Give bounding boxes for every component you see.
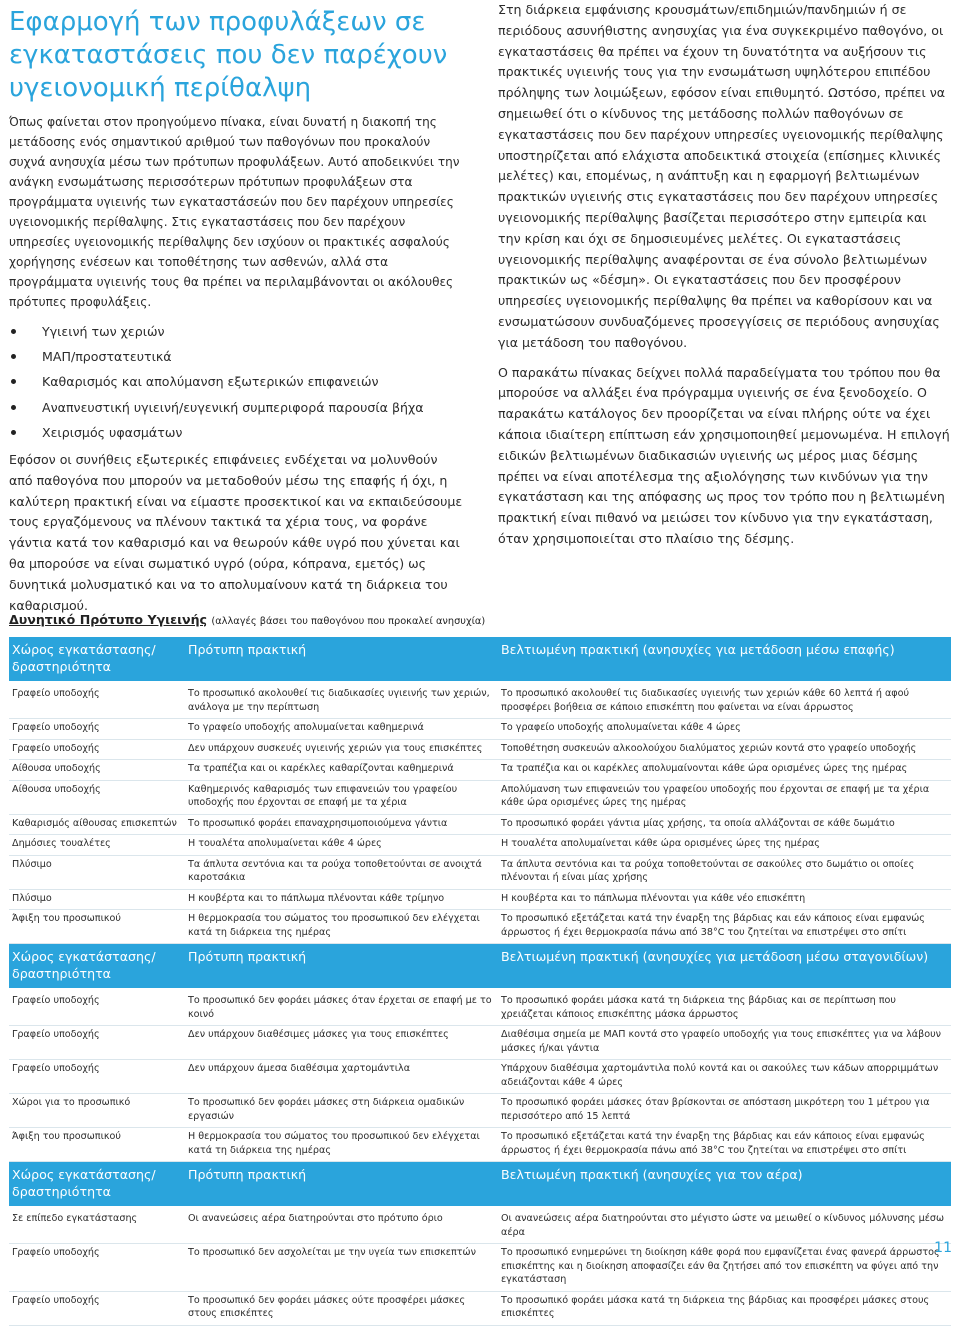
bullet-icon: [11, 430, 16, 435]
bullet-icon: [11, 354, 16, 359]
table-cell: Πλύσιμο: [9, 889, 185, 910]
table-cell: Το προσωπικό φοράει επαναχρησιμοποιούμενα γάντια: [185, 814, 498, 835]
table-cell: Το γραφείο υποδοχής απολυμαίνεται κάθε 4 ώρες: [498, 719, 951, 740]
table-cell: Πλύσιμο: [9, 855, 185, 889]
table-title-text: Δυνητικό Πρότυπο Υγιεινής: [9, 612, 208, 627]
table-cell: Τα τραπέζια και οι καρέκλες απολυμαίνονται κάθε ώρα ορισμένες ώρες της ημέρας: [498, 760, 951, 781]
table-cell: Απολύμανση των επιφανειών του γραφείου υποδοχής που έρχονται σε επαφή με τα χέρια κάθε ώρα ορισμένες ώρες της ημέρας: [498, 780, 951, 814]
table-cell: Υπάρχουν διαθέσιμα χαρτομάντιλα πολύ κοντά και οι σακούλες των κάδων απορριμμάτων αδειάζονται κάθε 4 ώρες: [498, 1060, 951, 1094]
table-header-row: [9, 944, 951, 991]
list-item: Αναπνευστική υγιεινή/ευγενική συμπεριφορά παρουσία βήχα: [9, 395, 465, 420]
table-cell: Η θερμοκρασία του σώματος του προσωπικού δεν ελέγχεται κατά τη διάρκεια της ημέρας: [185, 1128, 498, 1162]
table-cell: Τα άπλυτα σεντόνια και τα ρούχα τοποθετούνται σε ανοιχτά καροτσάκια: [185, 855, 498, 889]
table-row: [9, 855, 951, 889]
hygiene-standard-table: [9, 637, 951, 1326]
table-row: [9, 889, 951, 910]
column-header: Χώρος εγκατάστασης/ δραστηριότητα: [9, 637, 185, 683]
right-column: [498, 0, 950, 550]
table-cell: Το προσωπικό φοράει μάσκα κατά τη διάρκεια της βάρδιας και σε περίπτωση που χρειάζεται κάποιος επισκέπτης μάσκα άρρωστος: [498, 990, 951, 1026]
table-cell: Αίθουσα υποδοχής: [9, 780, 185, 814]
list-item: Υγιεινή των χεριών: [9, 319, 465, 344]
list-item: Καθαρισμός και απολύμανση εξωτερικών επιφανειών: [9, 369, 465, 394]
table-row: [9, 1244, 951, 1292]
table-cell: Το προσωπικό δεν φοράει μάσκες ούτε προσφέρει μάσκες στους επισκέπτες: [185, 1291, 498, 1325]
column-header: Χώρος εγκατάστασης/ δραστηριότητα: [9, 1162, 185, 1209]
table-title-note: (αλλαγές βάσει του παθογόνου που προκαλεί ανησυχία): [211, 616, 486, 627]
table-cell: Γραφείο υποδοχής: [9, 1291, 185, 1325]
table-cell: Τοποθέτηση συσκευών αλκοολούχου διαλύματος χεριών κοντά στο γραφείο υποδοχής: [498, 739, 951, 760]
table-cell: Οι ανανεώσεις αέρα διατηρούνται στο μέγιστο ώστε να μειωθεί ο κίνδυνος μόλυνσης μέσω αέρα: [498, 1208, 951, 1244]
table-cell: Γραφείο υποδοχής: [9, 990, 185, 1026]
table-cell: Τα τραπέζια και οι καρέκλες καθαρίζονται καθημερινά: [185, 760, 498, 781]
table-cell: Το προσωπικό δεν φοράει μάσκες όταν έρχεται σε επαφή με το κοινό: [185, 990, 498, 1026]
table-cell: Γραφείο υποδοχής: [9, 1060, 185, 1094]
table-cell: Η κουβέρτα και το πάπλωμα πλένονται κάθε τρίμηνο: [185, 889, 498, 910]
column-header: Βελτιωμένη πρακτική (ανησυχίες για μετάδοση μέσω σταγονιδίων): [498, 944, 951, 991]
table-cell: Αίθουσα υποδοχής: [9, 760, 185, 781]
table-cell: Το προσωπικό ακολουθεί τις διαδικασίες υγιεινής των χεριών, ανάλογα με την περίπτωση: [185, 683, 498, 719]
table-cell: Το προσωπικό ενημερώνει τη διοίκηση κάθε φορά που εμφανίζεται ένας φανερά άρρωστος επισκέπτης και η διοίκηση αποφασίζει εάν θα ζητήσει από τον επισκέπτη να φύγει από την εγκατάσταση: [498, 1244, 951, 1292]
table-cell: Το προσωπικό δεν φοράει μάσκες στη διάρκεια ομαδικών εργασιών: [185, 1094, 498, 1128]
table-cell: Η τουαλέτα απολυμαίνεται κάθε 4 ώρες: [185, 835, 498, 856]
table-row: [9, 719, 951, 740]
list-item: Χειρισμός υφασμάτων: [9, 420, 465, 445]
table-cell: Διαθέσιμα σημεία με ΜΑΠ κοντά στο γραφείο υποδοχής για τους επισκέπτες για να λάβουν μάσκες ή/και γάντια: [498, 1026, 951, 1060]
intro-paragraph: Όπως φαίνεται στον προηγούμενο πίνακα, είναι δυνατή η διακοπή της μετάδοσης ενός σημαντικού αριθμού των παθογόνων που προκαλούν συχνά ανησυχία μέσω των πρότυπων προφυλάξεων. Αυτό αποδεικνύει την ανάγκη ενσωμάτωσης περισσότερων πρότυπων προφυλάξεων στα προγράμματα υγιεινής των εγκαταστάσεών που δεν παρέχουν υπηρεσίες υγειονομικής περίθαλψης. Στις εγκαταστάσεις που δεν παρέχουν υπηρεσίες υγειονομικής περίθαλψης δεν ισχύουν οι πρακτικές ασφαλούς χορήγησης ενέσεων και τοποθέτησης των ασθενών, αλλά στα προγράμματα υγιεινής τους θα πρέπει να περιλαμβάνονται οι ακόλουθες πρότυπες προφυλάξεις.: [9, 115, 460, 309]
right-paragraph-1: Στη διάρκεια εμφάνισης κρουσμάτων/επιδημιών/πανδημιών ή σε περιόδους ασυνήθιστης ανησυχίας για ένα συγκεκριμένο παθογόνο, οι εγκαταστάσεις θα πρέπει να έχουν τη δυνατότητα να αυξήσουν τις πρακτικές υγιεινής τους για την ενσωμάτωση υψηλότερου επιπέδου πρόληψης των λοιμώξεων, εφόσον είναι επιθυμητό. Ωστόσο, πρέπει να σημειωθεί ότι ο κίνδυνος της μετάδοσης πολλών παθογόνων σε εγκαταστάσεις που δεν παρέχουν υπηρεσίες υγειονομικής περίθαλψης υποστηρίζεται από ελάχιστα αποδεικτικά στοιχεία (επίσημες κλινικές μελέτες) και, επομένως, η ανάπτυξη και η εφαρμογή βελτιωμένων πρακτικών υγιεινής στις εγκαταστάσεις που δεν παρέχουν υπηρεσίες υγειονομικής περίθαλψης βασίζεται περισσότερο στην εμπειρία και την κρίση και όχι σε δημοσιευμένες μελέτες. Οι εγκαταστάσεις υγειονομικής περίθαλψης αναφέρονται σε ένα σύνολο βελτιωμένων πρακτικών ως «δέσμη». Οι εγκαταστάσεις που δεν προσφέρουν υπηρεσίες υγειονομικής περίθαλψης θα πρέπει να καθορίσουν και να ενσωματώσουν συνδυαζόμενες προσεγγίσεις σε περιόδους ανησυχίας για μετάδοση του παθογόνου.: [498, 2, 946, 350]
table-row: [9, 910, 951, 944]
table-cell: Το προσωπικό εξετάζεται κατά την έναρξη της βάρδιας και εάν κάποιος είναι εμφανώς άρρωστος ή έχει θερμοκρασία πάνω από 38°C του ζητείται να επιστρέψει στο σπίτι: [498, 910, 951, 944]
column-header: Πρότυπη πρακτική: [185, 1162, 498, 1209]
table-cell: Γραφείο υποδοχής: [9, 1244, 185, 1292]
table-row: [9, 780, 951, 814]
table-cell: Η θερμοκρασία του σώματος του προσωπικού δεν ελέγχεται κατά τη διάρκεια της ημέρας: [185, 910, 498, 944]
table-cell: Σε επίπεδο εγκατάστασης: [9, 1208, 185, 1244]
table-cell: Το προσωπικό εξετάζεται κατά την έναρξη της βάρδιας και εάν κάποιος είναι εμφανώς άρρωστος ή έχει θερμοκρασία πάνω από 38°C του ζητείται να επιστρέψει στο σπίτι: [498, 1128, 951, 1162]
bullet-icon: [11, 329, 16, 334]
table-cell: Γραφείο υποδοχής: [9, 719, 185, 740]
left-column: [9, 6, 465, 616]
page-number: 11: [934, 1240, 952, 1256]
table-cell: Δεν υπάρχουν συσκευές υγιεινής χεριών για τους επισκέπτες: [185, 739, 498, 760]
precautions-list: [9, 319, 465, 445]
table-cell: Άφιξη του προσωπικού: [9, 1128, 185, 1162]
table-cell: Το προσωπικό φοράει μάσκα κατά τη διάρκεια της βάρδιας και προσφέρει μάσκες στους επισκέπτες: [498, 1291, 951, 1325]
table-cell: Δημόσιες τουαλέτες: [9, 835, 185, 856]
column-header: Χώρος εγκατάστασης/ δραστηριότητα: [9, 944, 185, 991]
table-cell: Χώροι για το προσωπικό: [9, 1094, 185, 1128]
list-item: ΜΑΠ/προστατευτικά: [9, 344, 465, 369]
table-row: [9, 1291, 951, 1325]
table-cell: Τα άπλυτα σεντόνια και τα ρούχα τοποθετούνται σε σακούλες στο δωμάτιο οι οποίες πλένονται ή είναι μίας χρήσης: [498, 855, 951, 889]
table-title: [9, 612, 949, 627]
table-cell: Το γραφείο υποδοχής απολυμαίνεται καθημερινά: [185, 719, 498, 740]
table-cell: Το προσωπικό φοράει γάντια μίας χρήσης, τα οποία αλλάζονται σε κάθε δωμάτιο: [498, 814, 951, 835]
table-cell: Το προσωπικό δεν ασχολείται με την υγεία των επισκεπτών: [185, 1244, 498, 1292]
table-cell: Η κουβέρτα και το πάπλωμα πλένονται για κάθε νέο επισκέπτη: [498, 889, 951, 910]
table-cell: Γραφείο υποδοχής: [9, 739, 185, 760]
table-cell: Καθαρισμός αίθουσας επισκεπτών: [9, 814, 185, 835]
table-cell: Γραφείο υποδοχής: [9, 1026, 185, 1060]
table-row: [9, 1128, 951, 1162]
table-header-row: [9, 1162, 951, 1209]
closing-paragraph: Εφόσον οι συνήθεις εξωτερικές επιφάνειες ενδέχεται να μολυνθούν από παθογόνα που μπορούν να μεταδοθούν μέσω της επαφής ή όχι, η καλύτερη πρακτική είναι να είμαστε προσεκτικοί και να εκπαιδεύσουμε τους εργαζόμενους να πλένουν τακτικά τα χέρια τους, να φοράνε γάντια κατά τον καθαρισμό και να θεωρούν κάθε υγρό που χύνεται και θα μπορούσε να είναι σωματικό υγρό (ούρα, κόπρανα, εμετός) ως δυνητικά μολυσματικό και να το απολυμαίνουν κατά τη διάρκεια του καθαρισμού.: [9, 452, 463, 613]
table-row: [9, 739, 951, 760]
bullet-icon: [11, 405, 16, 410]
table-row: [9, 760, 951, 781]
table-cell: Γραφείο υποδοχής: [9, 683, 185, 719]
table-row: [9, 835, 951, 856]
table-cell: Άφιξη του προσωπικού: [9, 910, 185, 944]
column-header: Πρότυπη πρακτική: [185, 944, 498, 991]
table-row: [9, 1026, 951, 1060]
table-cell: Δεν υπάρχουν διαθέσιμες μάσκες για τους επισκέπτες: [185, 1026, 498, 1060]
table-row: [9, 1094, 951, 1128]
table-cell: Το προσωπικό φοράει μάσκες όταν βρίσκονται σε απόσταση μικρότερη του 1 μέτρου για περισσότερο από 15 λεπτά: [498, 1094, 951, 1128]
table-cell: Η τουαλέτα απολυμαίνεται κάθε ώρα ορισμένες ώρες της ημέρας: [498, 835, 951, 856]
table-cell: Το προσωπικό ακολουθεί τις διαδικασίες υγιεινής των χεριών κάθε 60 λεπτά ή αφού προσφέρει βοήθεια σε κάποιο επισκέπτη που φαίνεται να είναι άρρωστος: [498, 683, 951, 719]
table-row: [9, 814, 951, 835]
table-row: [9, 1060, 951, 1094]
column-header: Βελτιωμένη πρακτική (ανησυχίες για τον αέρα): [498, 1162, 951, 1209]
table-row: [9, 683, 951, 719]
page-title: Εφαρμογή των προφυλάξεων σε εγκαταστάσεις που δεν παρέχουν υγειονομική περίθαλψη: [9, 7, 448, 103]
column-header: Βελτιωμένη πρακτική (ανησυχίες για μετάδοση μέσω επαφής): [498, 637, 951, 683]
table-cell: Δεν υπάρχουν άμεσα διαθέσιμα χαρτομάντιλα: [185, 1060, 498, 1094]
table-row: [9, 990, 951, 1026]
table-cell: Καθημερινός καθαρισμός των επιφανειών του γραφείου υποδοχής που έρχονται σε επαφή με τα χέρια: [185, 780, 498, 814]
bullet-icon: [11, 379, 16, 384]
right-paragraph-2: Ο παρακάτω πίνακας δείχνει πολλά παραδείγματα του τρόπου που θα μπορούσε να αλλάξει ένα πρόγραμμα υγιεινής σε ένα ξενοδοχείο. Ο παρακάτω κατάλογος δεν προορίζεται να είναι πλήρης ούτε να έχει κάποια ιδιαίτερη επίπτωση εάν χρησιμοποιηθεί μεμονωμένα. Η επιλογή ειδικών βελτιωμένων διαδικασιών υγιεινής ως μέρος μιας δέσμης πρέπει να είναι αποτέλεσμα της αξιολόγησης των κινδύνων για την εγκατάσταση και της απόφασης ως προς τον τρόπο που η βελτιωμένη πρακτική είναι πιθανό να μειώσει τον κίνδυνο για την εγκατάσταση, όταν χρησιμοποιείται στο πλαίσιο της δέσμης.: [498, 364, 950, 546]
table-header-row: [9, 637, 951, 683]
table-row: [9, 1208, 951, 1244]
column-header: Πρότυπη πρακτική: [185, 637, 498, 683]
table-cell: Οι ανανεώσεις αέρα διατηρούνται στο πρότυπο όριο: [185, 1208, 498, 1244]
